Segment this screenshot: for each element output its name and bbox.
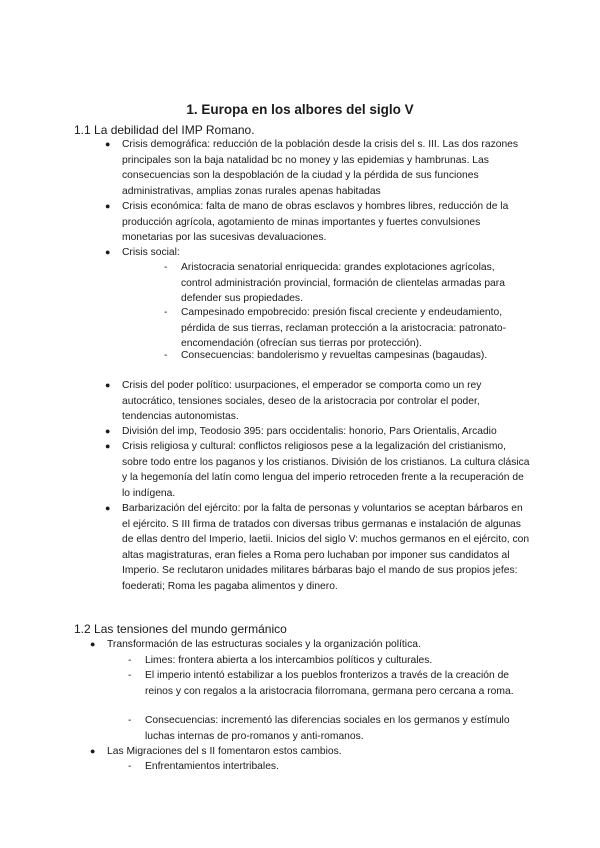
list-item [105,439,530,501]
list-item [105,501,530,594]
dash-marker: - [128,715,132,726]
page-title: 1. Europa en los albores del siglo V [186,102,414,117]
sub-list-item-text: Limes: frontera abierta a los intercambios políticos y culturales. [145,655,433,666]
sub-list-item [128,668,530,699]
list-item-text: División del imp, Teodosio 395: pars occidentalis: honorio, Pars Orientalis, Arcadio [122,426,497,437]
section-heading-1-2: 1.2 Las tensiones del mundo germánico [74,622,287,636]
dash-marker: - [128,670,132,681]
bullet-icon: ● [105,426,111,436]
dash-marker: - [128,655,132,666]
sub-list-item [128,713,530,744]
list-item-text: Barbarización del ejército: por la falta de personas y voluntarios se aceptan bárbaros en el ejército. S III firma de tratados con diversas tribus germanas e instalación de algunas de ellas dentro del Imperio, laetii. Inicios del siglo V: muchos germanos en el ejército, con altas magistraturas, eran fieles a Roma pero luchaban por imponer sus candidatos al Imperio. Se reclutaron unidades militares bárbaras bajo el mando de sus propios jefes: foederati; Roma les pagaba alimentos y dinero. [122,503,530,592]
list-item-text: Transformación de las estructuras sociales y la organización política. [107,639,421,650]
sub-list-item [164,260,521,307]
bullet-icon: ● [105,503,111,513]
bullet-icon: ● [105,201,111,211]
sub-list-item-text: Campesinado empobrecido: presión fiscal creciente y endeudamiento, pérdida de sus tierras, reclaman protección a la aristocracia: patronato-encomendación (ofrecían sus tierras por protección). [181,307,507,349]
list-item-text: Crisis social: [122,247,180,258]
list-item-text: Crisis religiosa y cultural: conflictos religiosos pese a la legalización del cristianismo, sobre todo entre los paganos y los cristianos. División de los cristianos. La cultura clásica y la hegemonía del latín como lengua del imperio retroceden frente a la recuperación de lo indígena. [122,441,530,499]
dash-marker: - [164,307,168,318]
dash-marker: - [164,350,168,361]
bullet-icon: ● [90,639,96,649]
list-item [105,199,530,246]
sub-list-item-text: Consecuencias: bandolerismo y revueltas campesinas (bagaudas). [181,350,488,361]
list-item-text: Crisis económica: falta de mano de obras esclavos y hombres libres, reducción de la producción agrícola, agotamiento de minas importantes y fuertes convulsiones monetarias por las sucesivas devaluaciones. [122,201,509,243]
sub-list-item-text: Aristocracia senatorial enriquecida: grandes explotaciones agrícolas, control administración provincial, formación de clientelas armadas para defender sus propiedades. [181,262,505,304]
list-item [90,744,532,760]
sub-list-item [128,653,530,669]
bullet-icon: ● [90,746,96,756]
bullet-icon: ● [105,247,111,257]
section-heading-1-1: 1.1 La debilidad del IMP Romano. [74,123,255,137]
bullet-icon: ● [105,139,111,149]
list-item [105,137,530,199]
sub-list-item [128,759,530,775]
dash-marker: - [164,262,168,273]
list-item [105,424,530,440]
sub-list-item [164,348,521,364]
list-item [90,637,532,653]
list-item [105,245,530,261]
sub-list-item-text: Enfrentamientos intertribales. [145,761,279,772]
bullet-icon: ● [105,441,111,451]
list-item-text: Crisis demográfica: reducción de la población desde la crisis del s. III. Las dos razones principales son la baja natalidad bc no money y las epidemias y hambrunas. Las consecuencias son la despoblación de la ciudad y la pérdida de sus funciones administrativas, amplias zonas rurales apenas habitadas [122,139,519,197]
list-item-text: Las Migraciones del s II fomentaron estos cambios. [107,746,342,757]
list-item [105,378,530,425]
sub-list-item-text: El imperio intentó estabilizar a los pueblos fronterizos a través de la creación de reinos y con regalos a la aristocracia filorromana, germana pero cercana a roma. [145,670,514,697]
sub-list-item-text: Consecuencias: incrementó las diferencias sociales en los germanos y estímulo luchas internas de pro-romanos y anti-romanos. [145,715,510,742]
list-item-text: Crisis del poder político: usurpaciones, el emperador se comporta como un rey autocrático, tensiones sociales, deseo de la aristocracia por controlar el poder, tendencias autonomistas. [122,380,482,422]
dash-marker: - [128,761,132,772]
bullet-icon: ● [105,380,111,390]
sub-list-item [164,305,521,352]
